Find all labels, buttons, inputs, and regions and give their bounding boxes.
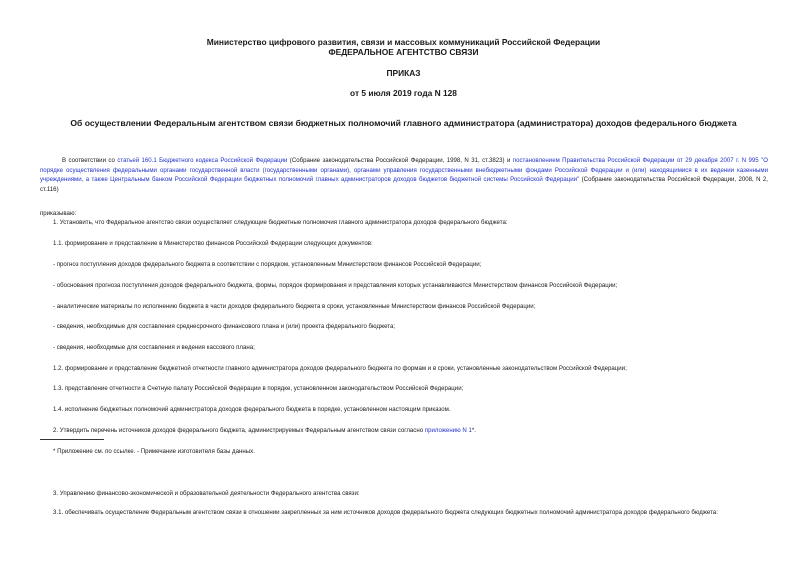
dash-item-cash-plan: - сведения, необходимые для составления и ведения кассового плана;	[53, 344, 255, 351]
footnote: * Приложение см. по ссылке. - Примечание изготовителя базы данных.	[53, 448, 255, 455]
footnote-divider	[40, 439, 104, 440]
item-1-2: 1.2. формирование и представление бюджетной отчетности главного администратора доходов федерального бюджета по формам и в сроки, установленные законодательством Российской Федерации;	[53, 365, 627, 372]
orders-word: приказываю:	[40, 210, 77, 217]
ministry-name: Министерство цифрового развития, связи и массовых коммуникаций Российской Федерации	[206, 37, 601, 47]
item-1-4: 1.4. исполнение бюджетных полномочий администратора доходов федерального бюджета в порядке, установленном настоящим приказом.	[53, 406, 451, 413]
dash-item-midterm-plan: - сведения, необходимые для составления среднесрочного финансового плана и (или) проекта федерального бюджета;	[53, 323, 396, 330]
dash-item-justification: - обоснования прогноза поступления доходов федерального бюджета, формы, порядок формирования и представления которых устанавливаются Министерством финансов Российской Федерации;	[53, 282, 618, 289]
item-3: 3. Управлению финансово-экономической и образовательной деятельности Федерального агентства связи:	[53, 490, 360, 497]
link-government-decree[interactable]: постановлением Правительства Российской Федерации от 29 декабря 2007 г. N 995 "О порядке осуществления федеральными органами государственной власти (государственными органами), органами управления государственными внебюджетными фондами Российской Федерации и (или) находящимися в их ведении казенными учреждениями, а также Центральным банком Российской Федерации бюджетных полномочий главных администраторов доходов бюджетов бюджетной системы Российской Федерации"	[40, 157, 768, 184]
link-budget-code[interactable]: статьей 160.1 Бюджетного кодекса Российской Федерации	[117, 157, 288, 164]
item-1-1: 1.1. формирование и представление в Министерство финансов Российской Федерации следующих документов:	[53, 240, 373, 247]
document-type: ПРИКАЗ	[386, 68, 421, 78]
item-1: 1. Установить, что Федеральное агентство связи осуществляет следующие бюджетные полномочия главного администратора доходов федерального бюджета:	[53, 219, 508, 226]
item-1-3: 1.3. представление отчетности в Счетную палату Российской Федерации в порядке, установленном законодательством Российской Федерации;	[53, 385, 464, 392]
agency-name: ФЕДЕРАЛЬНОЕ АГЕНТСТВО СВЯЗИ	[328, 47, 479, 57]
date-number: от 5 июля 2019 года N 128	[350, 88, 457, 98]
preamble: В соответствии со статьей 160.1 Бюджетного кодекса Российской Федерации (Собрание законодательства Российской Федерации, 1998, N 31, ст.3823) и постановлением Правительства Российской Федерации от 29 декабря 2007 г. N 995 "О порядке осуществления федеральными органами государственной власти (государственными органами), органами управления государственными внебюджетными фондами Российской Федерации и (или) находящимися в их ведении казенными учреждениями, а также Центральным банком Российской Федерации бюджетных полномочий главных администраторов доходов бюджетов бюджетной системы Российской Федерации" (Собрание законодательства Российской Федерации, 2008, N 2, ст.116)	[40, 157, 768, 193]
item-2: 2. Утвердить перечень источников доходов федерального бюджета, администрируемых Федеральным агентством связи согласно приложению N 1*.	[53, 427, 476, 434]
document-title: Об осуществлении Федеральным агентством связи бюджетных полномочий главного администратора (администратора) доходов федерального бюджета	[70, 118, 737, 128]
link-appendix-1[interactable]: приложению N 1	[424, 427, 472, 434]
dash-item-analytics: - аналитические материалы по исполнению бюджета в части доходов федерального бюджета в сроки, установленные Министерством финансов Российской Федерации;	[53, 303, 536, 310]
dash-item-forecast: - прогноз поступления доходов федерального бюджета в соответствии с порядком, установленным Министерством финансов Российской Федерации;	[53, 261, 482, 268]
item-3-1: 3.1. обеспечивать осуществление Федеральным агентством связи в отношении закрепленных за ним источников доходов федерального бюджета следующих бюджетных полномочий администратора доходов федерального бюджета:	[53, 509, 718, 516]
